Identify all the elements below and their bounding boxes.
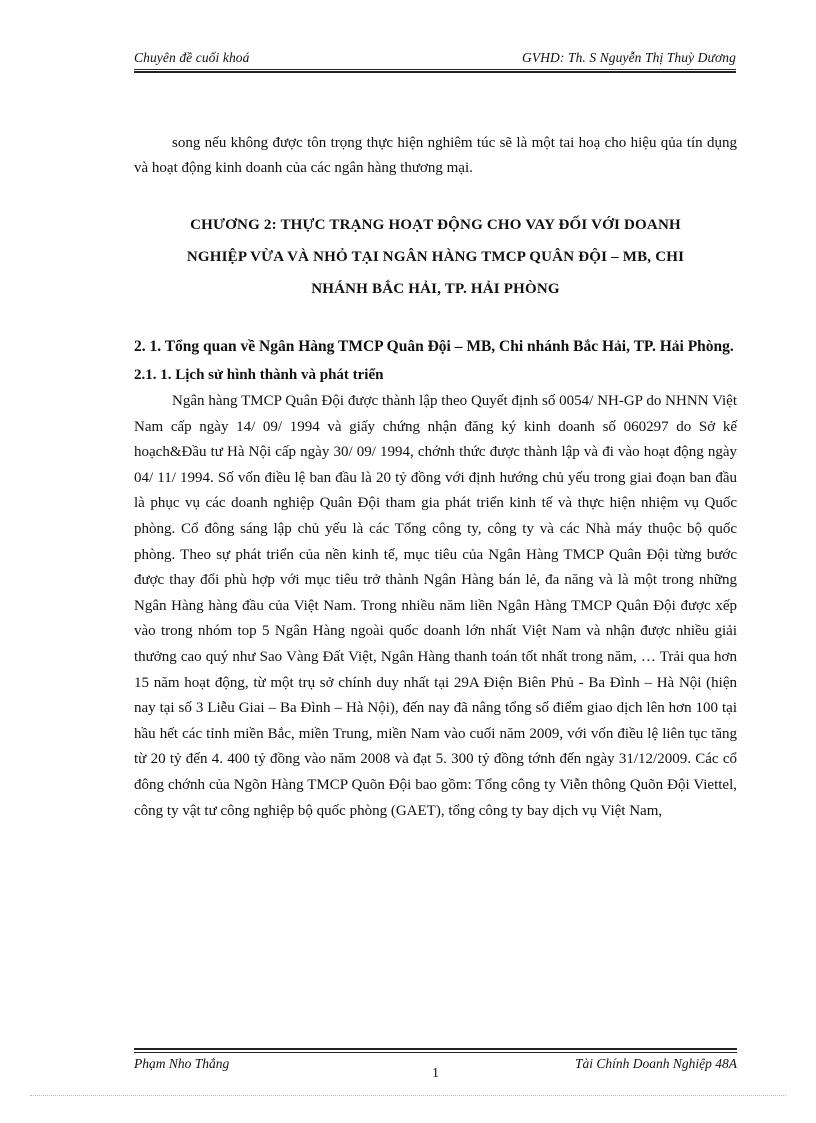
- footer-class: Tài Chính Doanh Nghiệp 48A: [574, 1056, 737, 1071]
- chapter-title-line-1: CHƯƠNG 2: THỰC TRẠNG HOẠT ĐỘNG CHO VAY ĐỐI VỚI DOANH: [190, 217, 681, 233]
- intro-paragraph: song nếu không được tôn trọng thực hiện nghiêm túc sẽ là một tai hoạ cho hiệu qủa tín dụng và hoạt động kinh doanh của các ngân hàng thương mại.: [134, 135, 737, 176]
- page-number: 1: [432, 1066, 439, 1081]
- header-left-text: Chuyên đề cuối khoá: [134, 50, 250, 65]
- page-footer: [134, 1048, 737, 1081]
- document-body: [134, 131, 737, 824]
- chapter-title: [134, 209, 737, 305]
- subsection-heading: 2.1. 1. Lịch sử hình thành và phát triển: [134, 367, 384, 383]
- header-right-text: GVHD: Th. S Nguyễn Thị Thuỳ Dương: [522, 50, 736, 65]
- chapter-title-line-2: NGHIỆP VỪA VÀ NHỎ TẠI NGÂN HÀNG TMCP QUÂN ĐỘI – MB, CHI: [186, 249, 685, 265]
- footer-author: Phạm Nho Thắng: [134, 1056, 230, 1071]
- chapter-title-line-3: NHÁNH BẮC HẢI, TP. HẢI PHÒNG: [311, 281, 560, 297]
- section-heading: 2. 1. Tổng quan về Ngân Hàng TMCP Quân Đội – MB, Chi nhánh Bắc Hải, TP. Hải Phòng.: [134, 338, 734, 355]
- main-paragraph: Ngân hàng TMCP Quân Đội được thành lập theo Quyết định số 0054/ NH-GP do NHNN Việt Nam cấp ngày 14/ 09/ 1994 và giấy chứng nhận đăng ký kinh doanh số 060297 do Sở kế hoạch&Đầu tư Hà Nội cấp ngày 30/ 09/ 1994, chớnh thức được thành lập và đi vào hoạt động ngày 04/ 11/ 1994. Số vốn điều lệ ban đầu là 20 tỷ đồng với định hướng chủ yếu trong giai đoạn ban đầu là phục vụ các doanh nghiệp Quân Đội tham gia phát triển kinh tế và thực hiện nhiệm vụ Quốc phòng. Cổ đông sáng lập chủ yếu là các Tổng công ty, công ty và các Nhà máy thuộc bộ quốc phòng. Theo sự phát triển của nền kinh tế, mục tiêu của Ngân Hàng TMCP Quân Đội từng bước được thay đổi phù hợp với mục tiêu trở thành Ngân Hàng bán lẻ, đa năng và là một trong những Ngân Hàng hàng đầu của Việt Nam. Trong nhiều năm liền Ngân Hàng TMCP Quân Đội được xếp vào trong nhóm top 5 Ngân Hàng ngoài quốc doanh lớn nhất Việt Nam và nhận được nhiều giải thưởng cao quý như Sao Vàng Đất Việt, Ngân Hàng thanh toán tốt nhất trong năm, … Trải qua hơn 15 năm hoạt động, từ một trụ sở chính duy nhất tại 29A Điện Biên Phủ - Ba Đình – Hà Nội (hiện nay tại số 3 Liễu Giai – Ba Đình – Hà Nội), đến nay đã nâng tổng số điểm giao dịch lên hơn 100 tại hầu hết các tỉnh miền Bắc, miền Trung, miền Nam vào cuối năm 2009, với vốn điều lệ liên tục tăng từ 20 tỷ đến 4. 400 tỷ đồng vào năm 2008 và đạt 5. 300 tỷ đồng tớnh đến ngày 31/12/2009. Các cổ đông chớnh của Ngõn Hàng TMCP Quõn Đội bao gồm: Tổng công ty Viễn thông Quõn Đội Viettel, công ty vật tư công nghiệp bộ quốc phòng (GAET), tổng công ty bay dịch vụ Việt Nam,: [134, 393, 737, 819]
- page-header: [134, 50, 736, 70]
- page-bottom-divider: [30, 1095, 786, 1096]
